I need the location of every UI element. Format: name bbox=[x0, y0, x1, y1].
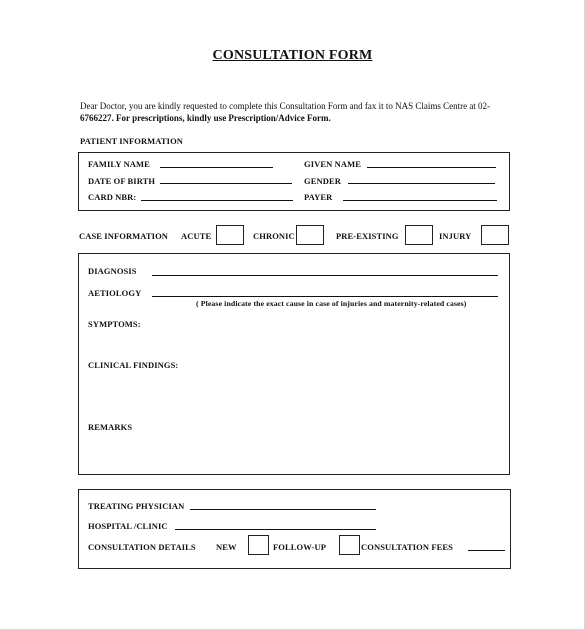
injury-checkbox[interactable] bbox=[481, 225, 509, 245]
family-name-label: FAMILY NAME bbox=[88, 159, 150, 169]
given-name-field[interactable] bbox=[367, 167, 496, 168]
gender-label: GENDER bbox=[304, 176, 341, 186]
acute-label: ACUTE bbox=[181, 231, 212, 241]
pre-existing-checkbox[interactable] bbox=[405, 225, 433, 245]
follow-up-checkbox[interactable] bbox=[339, 535, 360, 555]
hospital-clinic-label: HOSPITAL /CLINIC bbox=[88, 521, 168, 531]
clinical-findings-label: CLINICAL FINDINGS: bbox=[88, 360, 179, 370]
gender-field[interactable] bbox=[348, 183, 495, 184]
form-title: CONSULTATION FORM bbox=[212, 48, 373, 63]
treating-physician-label: TREATING PHYSICIAN bbox=[88, 501, 185, 511]
new-checkbox[interactable] bbox=[248, 535, 269, 555]
card-nbr-field[interactable] bbox=[141, 200, 293, 201]
given-name-label: GIVEN NAME bbox=[304, 159, 361, 169]
aetiology-field[interactable] bbox=[152, 296, 498, 297]
injury-label: INJURY bbox=[439, 231, 472, 241]
patient-info-heading: PATIENT INFORMATION bbox=[80, 136, 184, 146]
card-nbr-label: CARD NBR: bbox=[88, 192, 137, 202]
pre-existing-label: PRE-EXISTING bbox=[336, 231, 399, 241]
symptoms-label: SYMPTOMS: bbox=[88, 319, 141, 329]
new-label: NEW bbox=[216, 542, 237, 552]
date-of-birth-label: DATE OF BIRTH bbox=[88, 176, 156, 186]
chronic-label: CHRONIC bbox=[253, 231, 295, 241]
acute-checkbox[interactable] bbox=[216, 225, 244, 245]
intro-line-1: Dear Doctor, you are kindly requested to complete this Consultation Form and fax it to NAS Claims Centre at 02- bbox=[80, 101, 491, 111]
aetiology-label: AETIOLOGY bbox=[88, 288, 142, 298]
date-of-birth-field[interactable] bbox=[160, 183, 292, 184]
intro-line-2: 6766227. For prescriptions, kindly use Prescription/Advice Form. bbox=[80, 113, 331, 123]
treating-physician-field[interactable] bbox=[190, 509, 376, 510]
consultation-fees-label: CONSULTATION FEES bbox=[361, 542, 453, 552]
chronic-checkbox[interactable] bbox=[296, 225, 324, 245]
payer-label: PAYER bbox=[304, 192, 333, 202]
consultation-details-label: CONSULTATION DETAILS bbox=[88, 542, 196, 552]
follow-up-label: FOLLOW-UP bbox=[273, 542, 326, 552]
consultation-fees-field[interactable] bbox=[468, 550, 505, 551]
hospital-clinic-field[interactable] bbox=[175, 529, 376, 530]
diagnosis-field[interactable] bbox=[152, 275, 498, 276]
intro-text bbox=[80, 100, 510, 124]
payer-field[interactable] bbox=[343, 200, 497, 201]
family-name-field[interactable] bbox=[160, 167, 273, 168]
case-info-heading: CASE INFORMATION bbox=[79, 231, 169, 241]
aetiology-note: ( Please indicate the exact cause in case of injuries and maternity-related cases) bbox=[196, 299, 467, 308]
diagnosis-label: DIAGNOSIS bbox=[88, 266, 137, 276]
remarks-label: REMARKS bbox=[88, 422, 133, 432]
